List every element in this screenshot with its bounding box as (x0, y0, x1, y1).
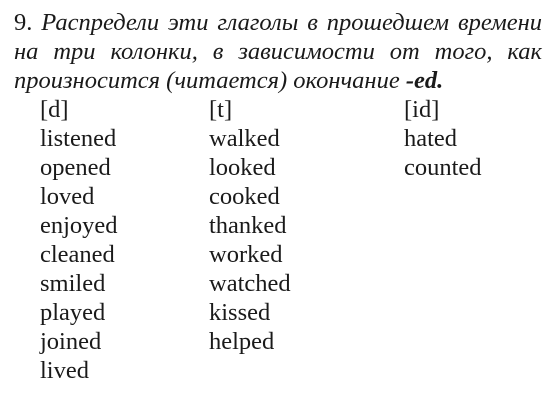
verb-item: helped (209, 328, 275, 355)
verb-columns (40, 95, 540, 395)
verb-item: looked (209, 154, 276, 181)
verb-item: enjoyed (40, 212, 118, 239)
verb-item: smiled (40, 270, 106, 297)
column-t (209, 95, 291, 356)
column-header-id: [id] (404, 96, 440, 123)
verb-item: worked (209, 241, 283, 268)
verb-item: counted (404, 154, 482, 181)
verb-item: opened (40, 154, 111, 181)
task-text (14, 8, 542, 95)
verb-item: played (40, 299, 106, 326)
verb-item: thanked (209, 212, 287, 239)
task-ending: -ed. (405, 67, 444, 94)
verb-item: cooked (209, 183, 280, 210)
column-header-d: [d] (40, 96, 69, 123)
verb-item: lived (40, 357, 89, 384)
exercise-task (14, 8, 542, 95)
verb-item: walked (209, 125, 280, 152)
column-header-t: [t] (209, 96, 233, 123)
verb-item: joined (40, 328, 102, 355)
verb-item: hated (404, 125, 458, 152)
verb-item: listened (40, 125, 117, 152)
verb-item: cleaned (40, 241, 115, 268)
verb-item: watched (209, 270, 291, 297)
verb-item: kissed (209, 299, 271, 326)
task-number: 9. (14, 9, 33, 36)
column-d (40, 95, 118, 385)
task-instruction: Распредели эти глаголы в прошедшем времени на три колонки, в зависимости от того, как произносится (читается) окончание (14, 9, 543, 94)
verb-item: loved (40, 183, 95, 210)
column-id (404, 95, 482, 182)
